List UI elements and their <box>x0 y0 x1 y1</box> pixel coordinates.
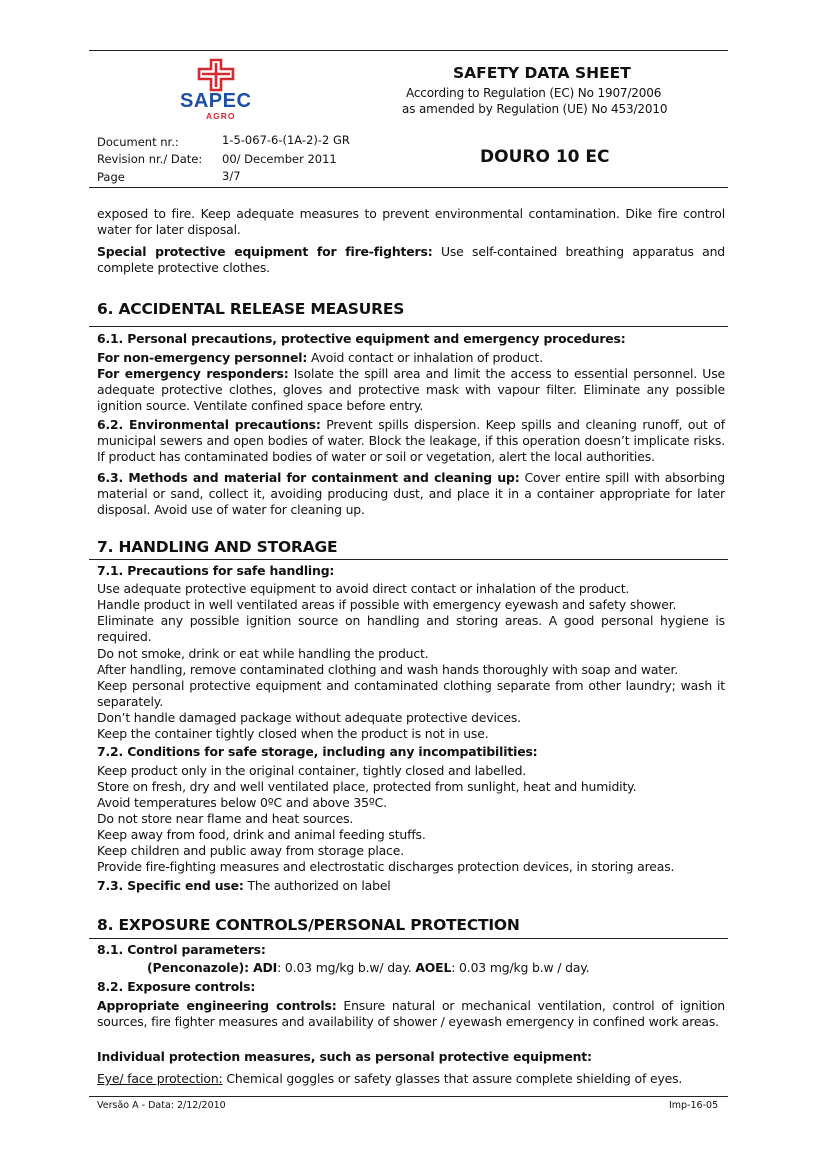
section-8-1-heading: 8.1. Control parameters: <box>97 942 266 957</box>
handling-line-1: Use adequate protective equipment to avoid direct contact or inhalation of the product. <box>97 581 630 596</box>
non-emergency-paragraph <box>97 350 725 366</box>
section-6-1-heading: 6.1. Personal precautions, protective equipment and emergency procedures: <box>97 331 626 346</box>
page-value: 3/7 <box>222 169 241 183</box>
storage-line-3: Avoid temperatures below 0ºC and above 35ºC. <box>97 795 387 810</box>
adi-label: ADI <box>248 960 278 975</box>
handling-line-6: Keep personal protective equipment and contaminated clothing separate from other laundry; wash it separately. <box>97 678 725 709</box>
adi-value: : 0.03 mg/kg b.w/ day. <box>277 960 416 975</box>
section-7-1-heading: 7.1. Precautions for safe handling: <box>97 563 335 578</box>
eye-protection-label: Eye/ face protection: <box>97 1071 223 1086</box>
environmental-precautions-label: 6.2. Environmental precautions: <box>97 417 321 432</box>
product-name: DOURO 10 EC <box>480 147 610 167</box>
environmental-precautions-paragraph <box>97 417 725 465</box>
section-7-rule <box>89 559 728 560</box>
aoel-label: AOEL <box>415 960 452 975</box>
containment-text: Cover entire spill with absorbing material or sand, collect it, avoiding producing dust, and place it in a container appropriate for later disposal. Avoid use of water for cleaning up. <box>97 470 725 517</box>
document-label: Document nr.: <box>97 135 179 149</box>
specific-end-use <box>97 878 727 894</box>
header-bottom-rule <box>89 187 728 188</box>
non-emergency-text: Avoid contact or inhalation of product. <box>307 350 543 365</box>
regulation-line-2: as amended by Regulation (UE) No 453/2010 <box>402 102 668 116</box>
emergency-responders-text: Isolate the spill area and limit the access to essential personnel. Use adequate protective clothes, gloves and protective mask with vapour filter. Eliminate any possible ignition source. Ventilate confined space before entry. <box>97 366 725 413</box>
individual-protection-heading: Individual protection measures, such as personal protective equipment: <box>97 1049 592 1064</box>
handling-line-5: After handling, remove contaminated clothing and wash hands thoroughly with soap and water. <box>97 662 679 677</box>
revision-label: Revision nr./ Date: <box>97 152 203 166</box>
footer-rule <box>89 1096 728 1097</box>
emergency-responders-paragraph <box>97 366 725 414</box>
handling-line-3: Eliminate any possible ignition source on handling and storing areas. A good personal hygiene is required. <box>97 613 725 644</box>
firefighter-equipment-paragraph <box>97 244 725 276</box>
regulation-line-1: According to Regulation (EC) No 1907/2006 <box>406 86 662 100</box>
section-6-rule <box>89 326 728 327</box>
section-8-rule <box>89 938 728 939</box>
firefighter-equipment-text: Use self-contained breathing apparatus and complete protective clothes. <box>97 244 726 275</box>
specific-end-use-label: 7.3. Specific end use: <box>97 878 244 893</box>
engineering-controls-paragraph <box>97 998 725 1030</box>
section-8-title: 8. EXPOSURE CONTROLS/PERSONAL PROTECTION <box>97 916 520 934</box>
storage-line-6: Keep children and public away from storage place. <box>97 843 404 858</box>
environmental-precautions-text: Prevent spills dispersion. Keep spills and cleaning runoff, out of municipal sewers and open bodies of water. Block the leakage, if this operation doesn’t implicate risks. If product has contaminated bodies of water or soil or vegetation, alert the local authorities. <box>97 417 725 464</box>
engineering-controls-label: Appropriate engineering controls: <box>97 998 337 1013</box>
eye-protection-line <box>97 1071 727 1087</box>
footer-form-code: Imp-16-05 <box>669 1100 719 1111</box>
document-value: 1-5-067-6-(1A-2)-2 GR <box>222 133 350 147</box>
substance-name: (Penconazole): <box>147 960 249 975</box>
storage-line-4: Do not store near flame and heat sources. <box>97 811 354 826</box>
specific-end-use-text: The authorized on label <box>243 878 391 893</box>
emergency-responders-label: For emergency responders: <box>97 366 289 381</box>
sapec-logo <box>176 58 258 122</box>
eye-protection-text: Chemical goggles or safety glasses that assure complete shielding of eyes. <box>222 1071 683 1086</box>
handling-line-8: Keep the container tightly closed when the product is not in use. <box>97 726 489 741</box>
section-7-title: 7. HANDLING AND STORAGE <box>97 538 338 556</box>
section-6-title: 6. ACCIDENTAL RELEASE MEASURES <box>97 300 405 318</box>
logo-brand: SAPEC <box>180 90 252 112</box>
page-label: Page <box>97 170 125 184</box>
cross-emblem-icon <box>196 58 236 92</box>
footer-version: Versão A - Data: 2/12/2010 <box>97 1100 226 1111</box>
storage-line-2: Store on fresh, dry and well ventilated place, protected from sunlight, heat and humidity. <box>97 779 637 794</box>
section-7-2-heading: 7.2. Conditions for safe storage, including any incompatibilities: <box>97 744 538 759</box>
section-8-2-heading: 8.2. Exposure controls: <box>97 979 256 994</box>
control-parameters-values <box>147 960 777 976</box>
engineering-controls-text: Ensure natural or mechanical ventilation, control of ignition sources, fire fighter measures and availability of shower / eyewash emergency in confined work areas. <box>97 998 725 1029</box>
handling-line-4: Do not smoke, drink or eat while handling the product. <box>97 646 429 661</box>
sheet-title: SAFETY DATA SHEET <box>453 64 631 82</box>
containment-paragraph <box>97 470 725 518</box>
non-emergency-label: For non-emergency personnel: <box>97 350 308 365</box>
handling-line-2: Handle product in well ventilated areas if possible with emergency eyewash and safety shower. <box>97 597 677 612</box>
storage-line-7: Provide fire-fighting measures and electrostatic discharges protection devices, in storing areas. <box>97 859 675 874</box>
aoel-value: : 0.03 mg/kg b.w / day. <box>451 960 590 975</box>
storage-line-5: Keep away from food, drink and animal feeding stuffs. <box>97 827 426 842</box>
header-top-rule <box>89 50 728 51</box>
storage-line-1: Keep product only in the original container, tightly closed and labelled. <box>97 763 527 778</box>
intro-paragraph: exposed to fire. Keep adequate measures to prevent environmental contamination. Dike fire control water for later disposal. <box>97 206 725 237</box>
firefighter-equipment-label: Special protective equipment for fire-fighters: <box>97 244 433 259</box>
revision-value: 00/ December 2011 <box>222 152 337 166</box>
handling-line-7: Don’t handle damaged package without adequate protective devices. <box>97 710 521 725</box>
containment-label: 6.3. Methods and material for containment and cleaning up: <box>97 470 520 485</box>
logo-sub: AGRO <box>206 111 236 121</box>
